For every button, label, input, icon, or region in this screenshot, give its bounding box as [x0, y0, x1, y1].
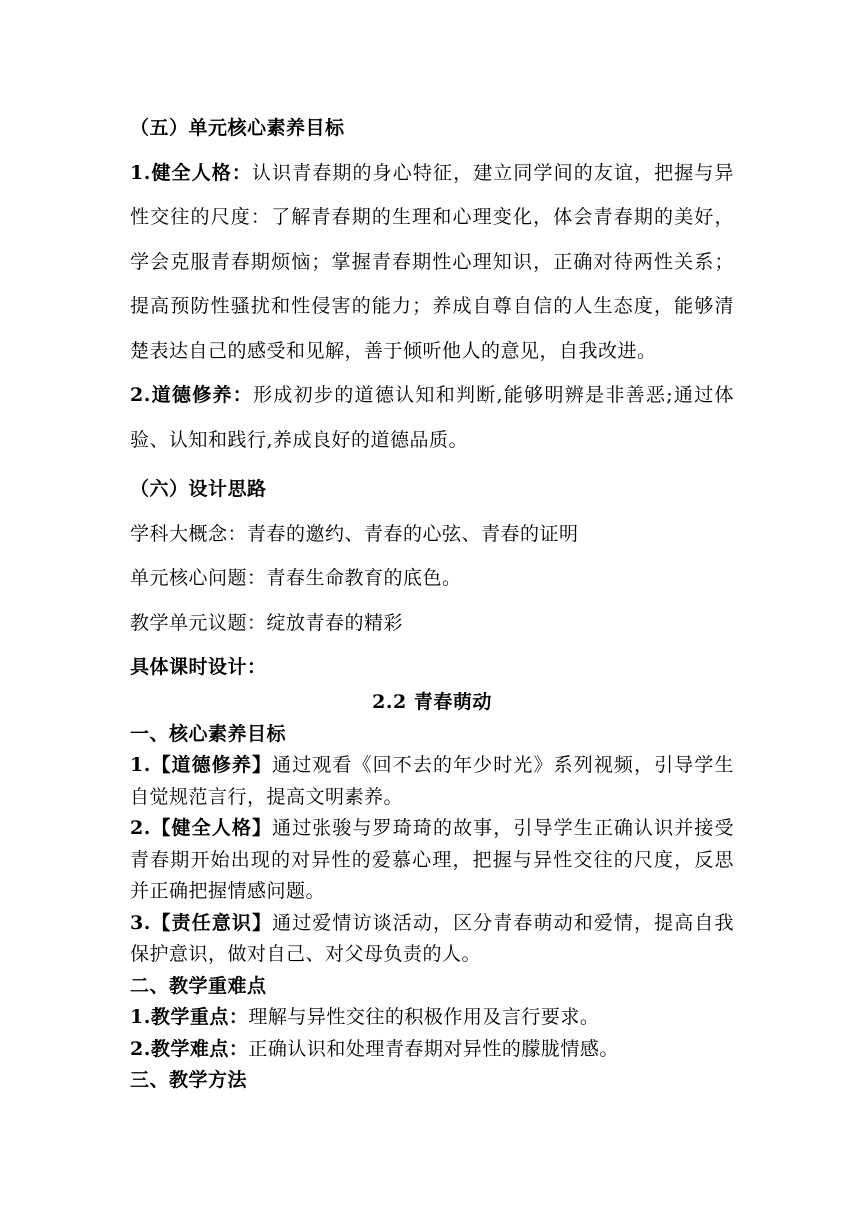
key-point-label: 1.教学重点： — [130, 1006, 249, 1028]
section-five-heading: （五）单元核心素养目标 — [130, 117, 345, 139]
core-goal-2-label: 2.【健全人格】 — [130, 817, 273, 839]
part-one-heading: 一、核心素养目标 — [130, 722, 287, 745]
core-goal-1-label: 1.【道德修养】 — [130, 754, 273, 776]
difficult-point: 2.教学难点：正确认识和处理青春期对异性的朦胧情感。 — [130, 1037, 619, 1060]
core-goal-1-line-1: 1.【道德修养】通过观看《回不去的年少时光》系列视频，引导学生 — [130, 754, 734, 776]
core-goal-1-line-2: 自觉规范言行，提高文明素养。 — [130, 785, 404, 808]
course-design-heading: 具体课时设计： — [130, 656, 267, 678]
section-six — [130, 467, 734, 690]
part-three-heading: 三、教学方法 — [130, 1069, 248, 1091]
core-goal-2-line-1: 2.【健全人格】通过张骏与罗琦琦的故事，引导学生正确认识并接受 — [130, 817, 734, 839]
goal-two-line-2: 验、认知和践行,养成良好的道德品质。 — [130, 428, 469, 451]
section-six-heading: （六）设计思路 — [130, 478, 267, 500]
goal-one-line-2: 性交往的尺度：了解青春期的生理和心理变化，体会青春期的美好， — [130, 206, 734, 228]
goal-one-label: 1.健全人格： — [130, 161, 252, 184]
part-two-heading: 二、教学重难点 — [130, 974, 267, 997]
goal-two-line-1: 2.道德修养：形成初步的道德认知和判断,能够明辨是非善恶;通过体 — [130, 384, 734, 406]
goal-one-line-4: 提高预防性骚扰和性侵害的能力；养成自尊自信的人生态度，能够清 — [130, 295, 734, 317]
goal-one-line-5: 楚表达自己的感受和见解，善于倾听他人的意见，自我改进。 — [130, 339, 657, 362]
lesson — [130, 687, 734, 1097]
core-goal-2-line-3: 并正确把握情感问题。 — [130, 880, 326, 902]
section-five — [130, 106, 734, 462]
design-item-1: 学科大概念：青春的邀约、青春的心弦、青春的证明 — [130, 522, 579, 545]
difficult-point-label: 2.教学难点： — [130, 1037, 249, 1060]
core-goal-2-line-2: 青春期开始出现的对异性的爱慕心理，把握与异性交往的尺度，反思 — [130, 848, 734, 871]
core-goal-3-line-1: 3.【责任意识】通过爱情访谈活动，区分青春萌动和爱情，提高自我 — [130, 911, 734, 934]
key-point: 1.教学重点：理解与异性交往的积极作用及言行要求。 — [130, 1006, 600, 1028]
core-goal-3-label: 3.【责任意识】 — [130, 911, 273, 934]
goal-two-label: 2.道德修养： — [130, 384, 254, 406]
core-goal-3-line-2: 保护意识，做对自己、对父母负责的人。 — [130, 943, 482, 965]
lesson-title: 2.2 青春萌动 — [372, 691, 492, 713]
design-item-2: 单元核心问题：青春生命教育的底色。 — [130, 567, 462, 589]
goal-one-line-1: 1.健全人格：认识青春期的身心特征，建立同学间的友谊，把握与异 — [130, 161, 734, 184]
design-item-3: 教学单元议题：绽放青春的精彩 — [130, 611, 404, 634]
goal-one-line-3: 学会克服青春期烦恼；掌握青春期性心理知识，正确对待两性关系； — [130, 250, 734, 273]
